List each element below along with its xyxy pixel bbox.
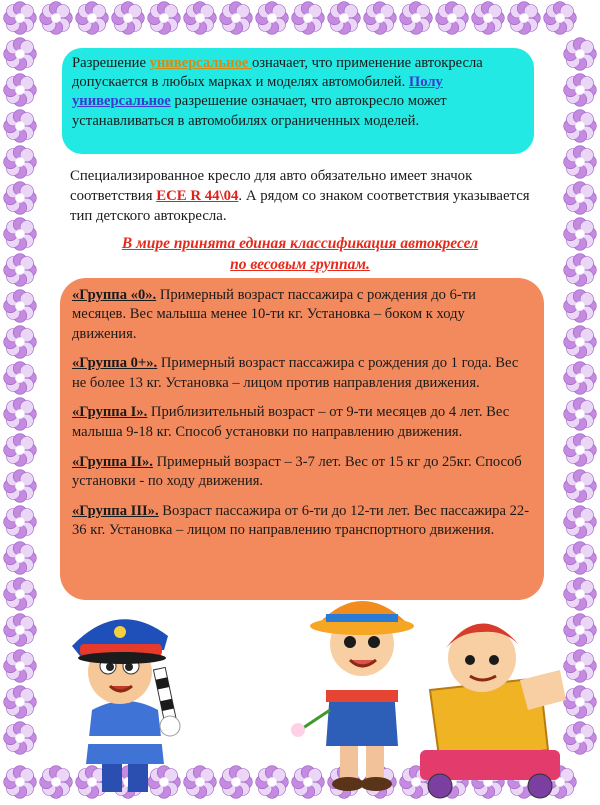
children-illustrations	[0, 560, 600, 800]
flower-icon	[400, 2, 433, 35]
heading-line: по весовым группам.	[230, 256, 370, 273]
intro-text-part: разрешение означает, что автокресло может устанавливаться в автомобилях ограниченных моделей.	[72, 93, 447, 129]
flower-icon	[564, 110, 597, 143]
group-description: Приблизительный возраст – от 9-ти месяцев до 4 лет. Вес малыша 9-18 кг. Способ установки по направлению движения.	[72, 404, 510, 440]
flower-icon	[564, 254, 597, 287]
special-text-part: . А рядом со знаком соответствия указывается тип детского автокресла.	[70, 188, 530, 224]
flower-icon	[472, 2, 505, 35]
group-name: «Группа I».	[72, 404, 148, 421]
flower-icon	[4, 434, 37, 467]
flower-icon	[564, 218, 597, 251]
group-description: Примерный возраст пассажира с рождения до 1 года. Вес не более 13 кг. Установка – лицом против направления движения.	[72, 355, 519, 391]
specialized-seat-paragraph	[70, 166, 530, 226]
flower-icon	[4, 362, 37, 395]
flower-icon	[564, 362, 597, 395]
group-name: «Группа III».	[72, 502, 159, 519]
flower-icon	[364, 2, 397, 35]
flower-icon	[564, 326, 597, 359]
group-description: Примерный возраст пассажира с рождения до 6-ти месяцев. Вес малыша менее 10-ти кг. Установка – боком к ходу движения.	[72, 287, 476, 342]
group-item	[72, 403, 530, 442]
flower-icon	[4, 470, 37, 503]
group-name: «Группа 0+».	[72, 355, 158, 372]
flower-icon	[4, 182, 37, 215]
flower-icon	[4, 146, 37, 179]
flower-icon	[4, 398, 37, 431]
flower-icon	[328, 2, 361, 35]
universal-term: универсальное	[149, 55, 252, 71]
group-item	[72, 502, 530, 541]
intro-text-part: Разрешение	[72, 55, 150, 71]
flower-icon	[148, 2, 181, 35]
flower-icon	[564, 434, 597, 467]
groups-box	[60, 278, 544, 600]
flower-icon	[564, 146, 597, 179]
flower-icon	[564, 38, 597, 71]
group-item	[72, 286, 530, 344]
heading-line: В мире принята единая классификация автокресел	[121, 235, 479, 252]
flower-icon	[4, 218, 37, 251]
flower-icon	[564, 470, 597, 503]
flower-icon	[564, 398, 597, 431]
group-name: «Группа «0».	[72, 287, 157, 303]
flower-icon	[4, 326, 37, 359]
group-item	[72, 453, 530, 492]
flower-icon	[564, 182, 597, 215]
traffic-officer-boy-illustration	[72, 619, 180, 792]
special-text-part: Специализированное кресло для авто обязательно имеет значок соответствия	[70, 168, 473, 204]
semi-universal-term: Полу универсальное	[72, 74, 443, 110]
classification-heading	[58, 233, 542, 275]
flower-icon	[564, 290, 597, 323]
flower-icon	[564, 74, 597, 107]
group-item	[72, 354, 530, 393]
flower-icon	[4, 254, 37, 287]
flower-icon	[112, 2, 145, 35]
flower-icon	[4, 2, 37, 35]
flower-icon	[436, 2, 469, 35]
flower-icon	[4, 290, 37, 323]
flower-icon	[76, 2, 109, 35]
intro-box	[62, 48, 534, 154]
group-description: Примерный возраст – 3-7 лет. Вес от 15 кг до 25кг. Способ установки - по ходу движения.	[72, 453, 522, 489]
flower-icon	[220, 2, 253, 35]
flower-icon	[292, 2, 325, 35]
flower-icon	[4, 110, 37, 143]
group-description: Возраст пассажира от 6-ти до 12-ти лет. Вес пассажира 22-36 кг. Установка – лицом по направлению транспортного движения.	[72, 502, 530, 538]
flower-icon	[184, 2, 217, 35]
intro-text-part: означает, что применение автокресла допускается в любых марках и моделях автомобилей.	[72, 55, 483, 91]
flower-icon	[508, 2, 541, 35]
flower-icon	[4, 506, 37, 539]
ece-code: ECE R 44\04	[156, 188, 239, 204]
flower-icon	[4, 74, 37, 107]
flower-icon	[4, 38, 37, 71]
flower-icon	[256, 2, 289, 35]
flower-icon	[544, 2, 577, 35]
flower-icon	[564, 506, 597, 539]
flower-icon	[40, 2, 73, 35]
boy-with-hat-illustration	[291, 601, 414, 791]
girl-in-toy-cart-illustration	[420, 623, 566, 798]
group-name: «Группа II».	[72, 453, 153, 470]
